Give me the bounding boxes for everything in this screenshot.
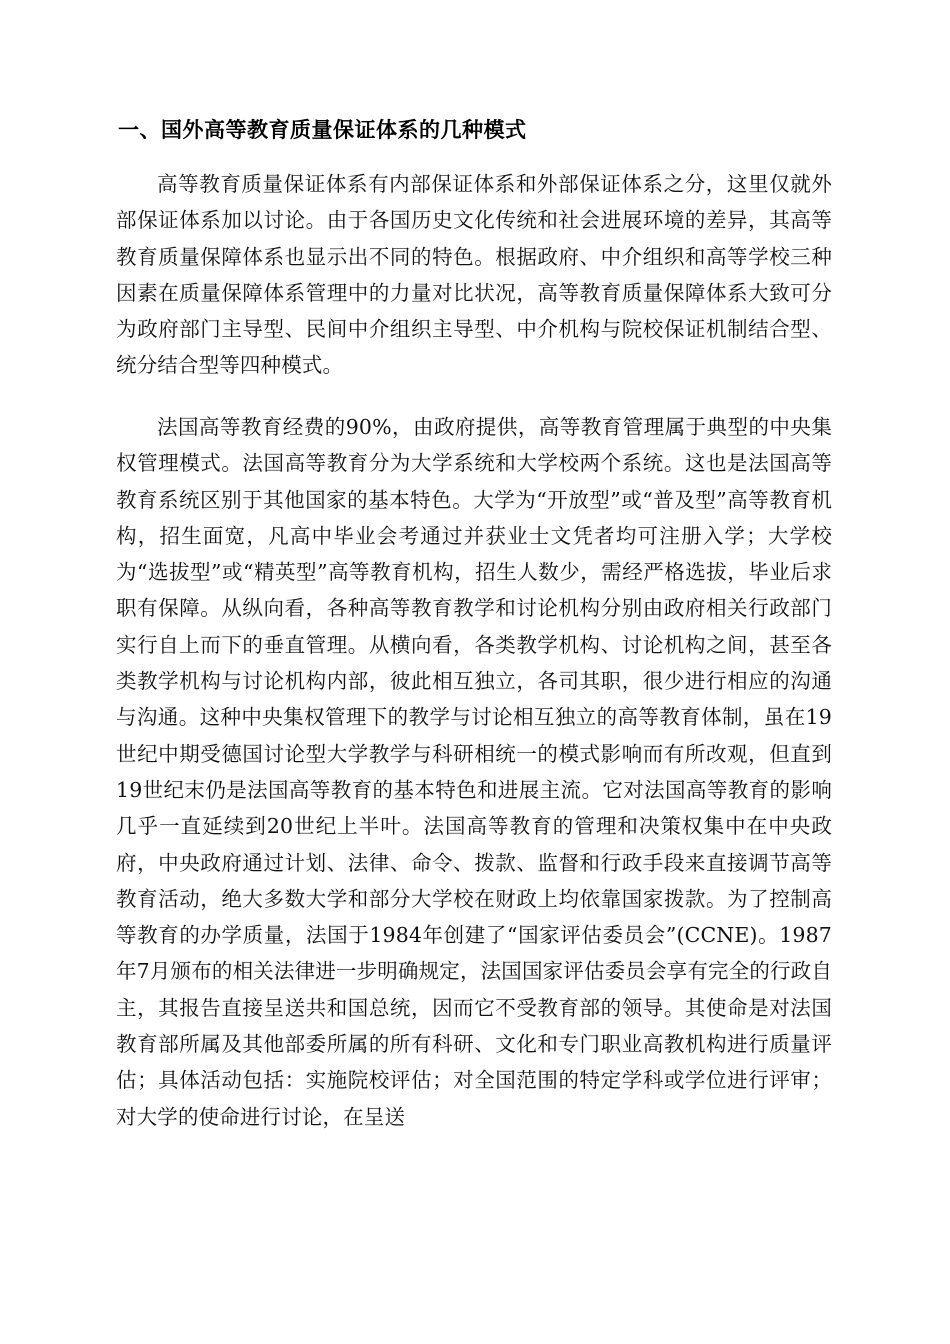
section-heading: 一、国外高等教育质量保证体系的几种模式 xyxy=(118,118,527,142)
paragraph-quality-assurance-overview: 高等教育质量保证体系有内部保证体系和外部保证体系之分，这里仅就外部保证体系加以讨论。由于各国历史文化传统和社会进展环境的差异，其高等教育质量保障体系也显示出不同的特色。根据政府、中介组织和高等学校三种因素在质量保障体系管理中的力量对比状况，高等教育质量保障体系大致可分为政府部门主导型、民间中介组织主导型、中介机构与院校保证机制结合型、统分结合型等四种模式。 xyxy=(116,172,832,378)
paragraph-france-model: 法国高等教育经费的90%，由政府提供，高等教育管理属于典型的中央集权管理模式。法国高等教育分为大学系统和大学校两个系统。这也是法国高等教育系统区别于其他国家的基本特色。大学为“开放型”或“普及型”高等教育机构，招生面宽，凡高中毕业会考通过并获业士文凭者均可注册入学；大学校为“选拔型”或“精英型”高等教育机构，招生人数少，需经严格选拔，毕业后求职有保障。从纵向看，各种高等教育教学和讨论机构分别由政府相关行政部门实行自上而下的垂直管理。从横向看，各类教学机构、讨论机构之间，甚至各类教学机构与讨论机构内部，彼此相互独立，各司其职，很少进行相应的沟通与沟通。这种中央集权管理下的教学与讨论相互独立的高等教育体制，虽在19世纪中期受德国讨论型大学教学与科研相统一的模式影响而有所改观，但直到19世纪末仍是法国高等教育的基本特色和进展主流。它对法国高等教育的影响几乎一直延续到20世纪上半叶。法国高等教育的管理和决策权集中在中央政府，中央政府通过计划、法律、命令、拨款、监督和行政手段来直接调节高等教育活动，绝大多数大学和部分大学校在财政上均依靠国家拨款。为了控制高等教育的办学质量，法国于1984年创建了“国家评估委员会”(CCNE)。1987年7月颁布的相关法律进一步明确规定，法国国家评估委员会享有完全的行政自主，其报告直接呈送共和国总统，因而它不受教育部的领导。其使命是对法国教育部所属及其他部委所属的所有科研、文化和专门职业高教机构进行质量评估；具体活动包括：实施院校评估；对全国范围的特定学科或学位进行评审；对大学的使命进行讨论，在呈送 xyxy=(116,415,832,1129)
